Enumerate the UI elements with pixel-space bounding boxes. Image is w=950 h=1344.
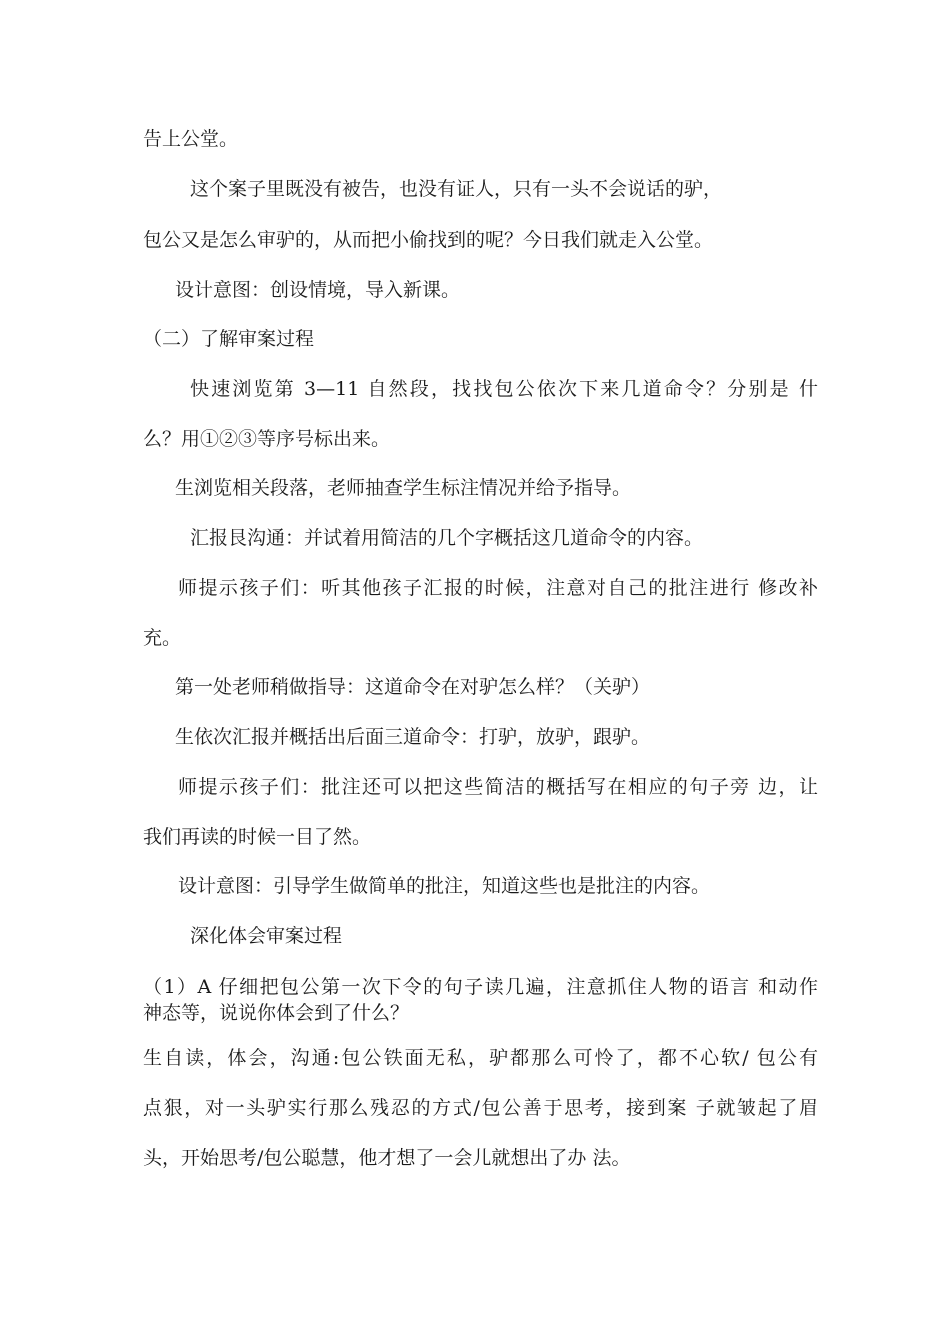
- text-line: 生依次汇报并概括出后面三道命令：打驴，放驴，跟驴。: [175, 726, 651, 748]
- text-line: 点狠，对一头驴实行那么残忍的方式/包公善于思考，接到案 子就皱起了眉: [143, 1097, 818, 1119]
- text-line: 生自读，体会，沟通:包公铁面无私，驴都那么可怜了，都不心软/ 包公有: [143, 1047, 818, 1069]
- text-line: 头，开始思考/包公聪慧，他才想了一会儿就想出了办 法。: [143, 1147, 631, 1169]
- text-line: 充。: [143, 627, 182, 649]
- section-heading: （二）了解审案过程: [143, 328, 315, 350]
- section-heading: 深化体会审案过程: [190, 925, 343, 947]
- text-line: 包公又是怎么审驴的，从而把小偷找到的呢？今日我们就走入公堂。: [143, 229, 714, 251]
- text-line: 神态等，说说你体会到了什么？: [143, 1002, 410, 1024]
- text-line: 汇报艮沟通：并试着用简洁的几个字概括这几道命令的内容。: [190, 527, 704, 549]
- text-line: 设计意图：创设情境，导入新课。: [175, 279, 461, 301]
- text-line: 师提示孩子们：听其他孩子汇报的时候，注意对自己的批注进行 修改补: [178, 577, 818, 599]
- text-line: 快速浏览第 3—11 自然段，找找包公依次下来几道命令？分别是 什: [190, 378, 818, 400]
- text-line: 么？用①②③等序号标出来。: [143, 428, 391, 450]
- text-line: 告上公堂。: [143, 128, 239, 150]
- text-line: （1）A 仔细把包公第一次下令的句子读几遍，注意抓住人物的语言 和动作: [143, 976, 818, 998]
- text-line: 设计意图：引导学生做简单的批注，知道这些也是批注的内容。: [178, 875, 711, 897]
- text-line: 生浏览相关段落，老师抽查学生标注情况并给予指导。: [175, 477, 632, 499]
- text-line: 师提示孩子们：批注还可以把这些简洁的概括写在相应的句子旁 边，让: [178, 776, 818, 798]
- text-line: 第一处老师稍做指导：这道命令在对驴怎么样？（关驴）: [175, 676, 651, 698]
- text-line: 这个案子里既没有被告，也没有证人，只有一头不会说话的驴，: [190, 178, 723, 200]
- text-line: 我们再读的时候一目了然。: [143, 826, 372, 848]
